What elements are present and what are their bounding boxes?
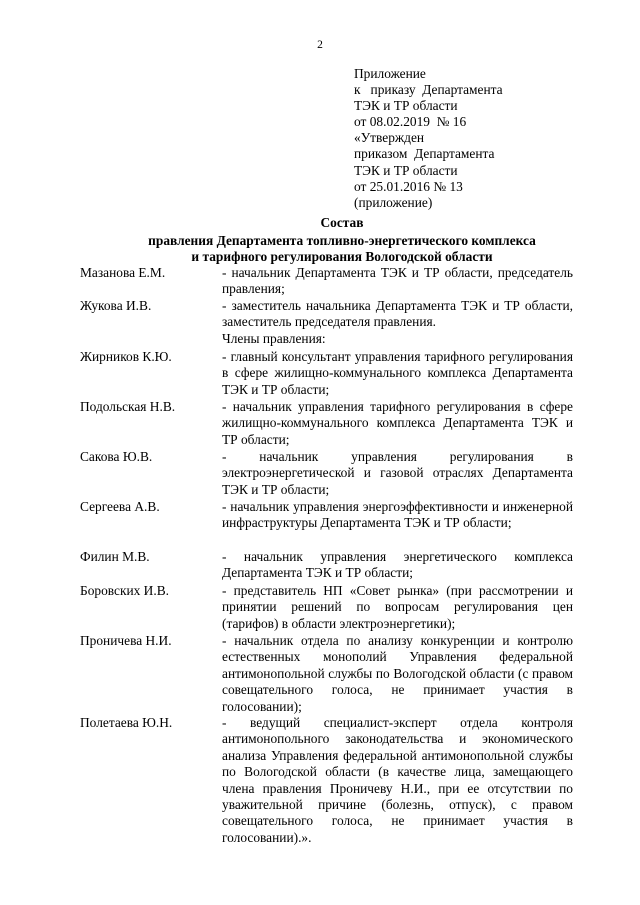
member-name: Филин М.В. — [80, 549, 150, 564]
appendix-line: ТЭК и ТР области — [354, 98, 458, 114]
member-description: - представитель НП «Совет рынка» (при рассмотрении и принятии решений по вопросам регулирования цен (тарифов) в области электроэнергетики); — [222, 583, 573, 631]
member-description: - главный консультант управления тарифного регулирования в сфере жилищно-коммунального комплекса Департамента ТЭК и ТР области; — [222, 349, 573, 397]
members-header: Члены правления: — [222, 331, 326, 346]
member-name: Полетаева Ю.Н. — [80, 715, 173, 730]
member-description: - заместитель начальника Департамента ТЭК и ТР области, заместитель председателя правления. — [222, 298, 573, 330]
page-number: 2 — [317, 39, 323, 51]
member-name: Боровских И.В. — [80, 583, 169, 598]
appendix-line: (приложение) — [354, 194, 433, 210]
member-name: Проничева Н.И. — [80, 633, 172, 648]
appendix-line: от 08.02.2019 № 16 — [354, 114, 467, 130]
member-description: - начальник отдела по анализу конкуренции и контролю естественных монополий Управления федеральной антимонопольной службы по Вологодской области (с правом совещательного голоса, не принимает участия в голосовании); — [222, 633, 573, 714]
member-description: - начальник управления энергоэффективности и инженерной инфраструктуры Департамента ТЭК и ТР области; — [222, 499, 573, 531]
appendix-line: приказом Департамента — [354, 146, 495, 162]
member-description: - начальник управления тарифного регулирования в сфере жилищно-коммунального комплекса Департамента ТЭК и ТР области; — [222, 399, 573, 447]
document-subtitle-line2: и тарифного регулирования Вологодской области — [191, 249, 493, 264]
appendix-line: Приложение — [354, 66, 426, 81]
document-subtitle-line1: правления Департамента топливно-энергетического комплекса — [148, 233, 536, 248]
member-name: Жирников К.Ю. — [80, 349, 172, 364]
member-name: Подольская Н.В. — [80, 399, 176, 414]
member-description: - начальник управления регулирования в электроэнергетической и газовой отраслях Департамента ТЭК и ТР области; — [222, 449, 573, 497]
appendix-line: ТЭК и ТР области — [354, 162, 458, 178]
member-name: Мазанова Е.М. — [80, 265, 166, 280]
appendix-line: от 25.01.2016 № 13 — [354, 178, 463, 194]
appendix-line: «Утвержден — [354, 130, 425, 146]
member-description: - начальник управления энергетического комплекса Департамента ТЭК и ТР области; — [222, 549, 573, 581]
member-description: - начальник Департамента ТЭК и ТР области, председатель правления; — [222, 265, 573, 297]
member-name: Сакова Ю.В. — [80, 449, 153, 464]
appendix-block — [354, 66, 554, 211]
member-name: Жукова И.В. — [80, 298, 152, 313]
document-title: Состав — [320, 215, 364, 230]
member-name: Сергеева А.В. — [80, 499, 160, 514]
appendix-line: к приказу Департамента — [354, 82, 503, 98]
member-description: - ведущий специалист-эксперт отдела контроля антимонопольного законодательства и экономического анализа Управления федеральной антимонопольной службы по Вологодской области (в качестве лица, замещающего члена правления Проничеву Н.И., при ее отсутствии по уважительной причине (болезнь, отпуск), с правом совещательного голоса, не принимает участия в голосовании).». — [222, 715, 573, 845]
